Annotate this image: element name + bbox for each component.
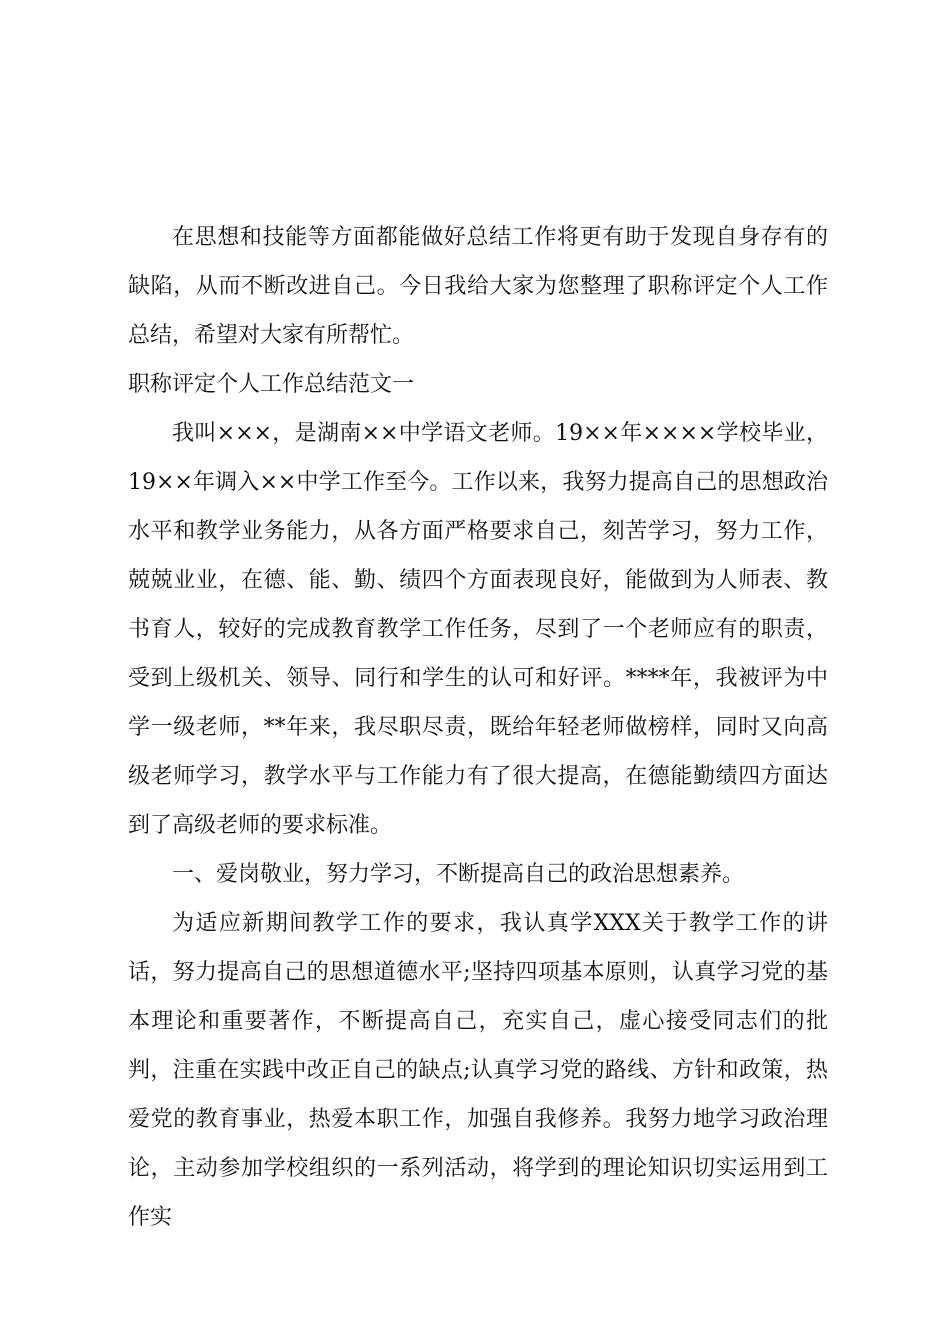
point-heading-1: 一、爱岗敬业，努力学习，不断提高自己的政治思想素养。 (172, 862, 745, 887)
document-body (128, 213, 828, 1242)
intro-paragraph: 在思想和技能等方面都能做好总结工作将更有助于发现自身存有的缺陷，从而不断改进自己。今日我给大家为您整理了职称评定个人工作总结，希望对大家有所帮忙。 (128, 225, 828, 348)
section-title: 职称评定个人工作总结范文一 (128, 372, 415, 397)
body-paragraph-2: 为适应新期间教学工作的要求，我认真学XXX关于教学工作的讲话，努力提高自己的思想道德水平;坚持四项基本原则，认真学习党的基本理论和重要著作，不断提高自己，充实自己，虚心接受同志们的批判，注重在实践中改正自己的缺点;认真学习党的路线、方针和政策，热爱党的教育事业，热爱本职工作，加强自我修养。我努力地学习政治理论，主动参加学校组织的一系列活动，将学到的理论知识切实运用到工作实 (128, 911, 828, 1230)
body-paragraph-1: 我叫×××，是湖南××中学语文老师。19××年××××学校毕业，19××年调入××中学工作至今。工作以来，我努力提高自己的思想政治水平和教学业务能力，从各方面严格要求自己，刻苦学习，努力工作，兢兢业业，在德、能、勤、绩四个方面表现良好，能做到为人师表、教书育人，较好的完成教育教学工作任务，尽到了一个老师应有的职责，受到上级机关、领导、同行和学生的认可和好评。****年，我被评为中学一级老师，**年来，我尽职尽责，既给年轻老师做榜样，同时又向高级老师学习，教学水平与工作能力有了很大提高，在德能勤绩四方面达到了高级老师的要求标准。 (128, 421, 828, 838)
